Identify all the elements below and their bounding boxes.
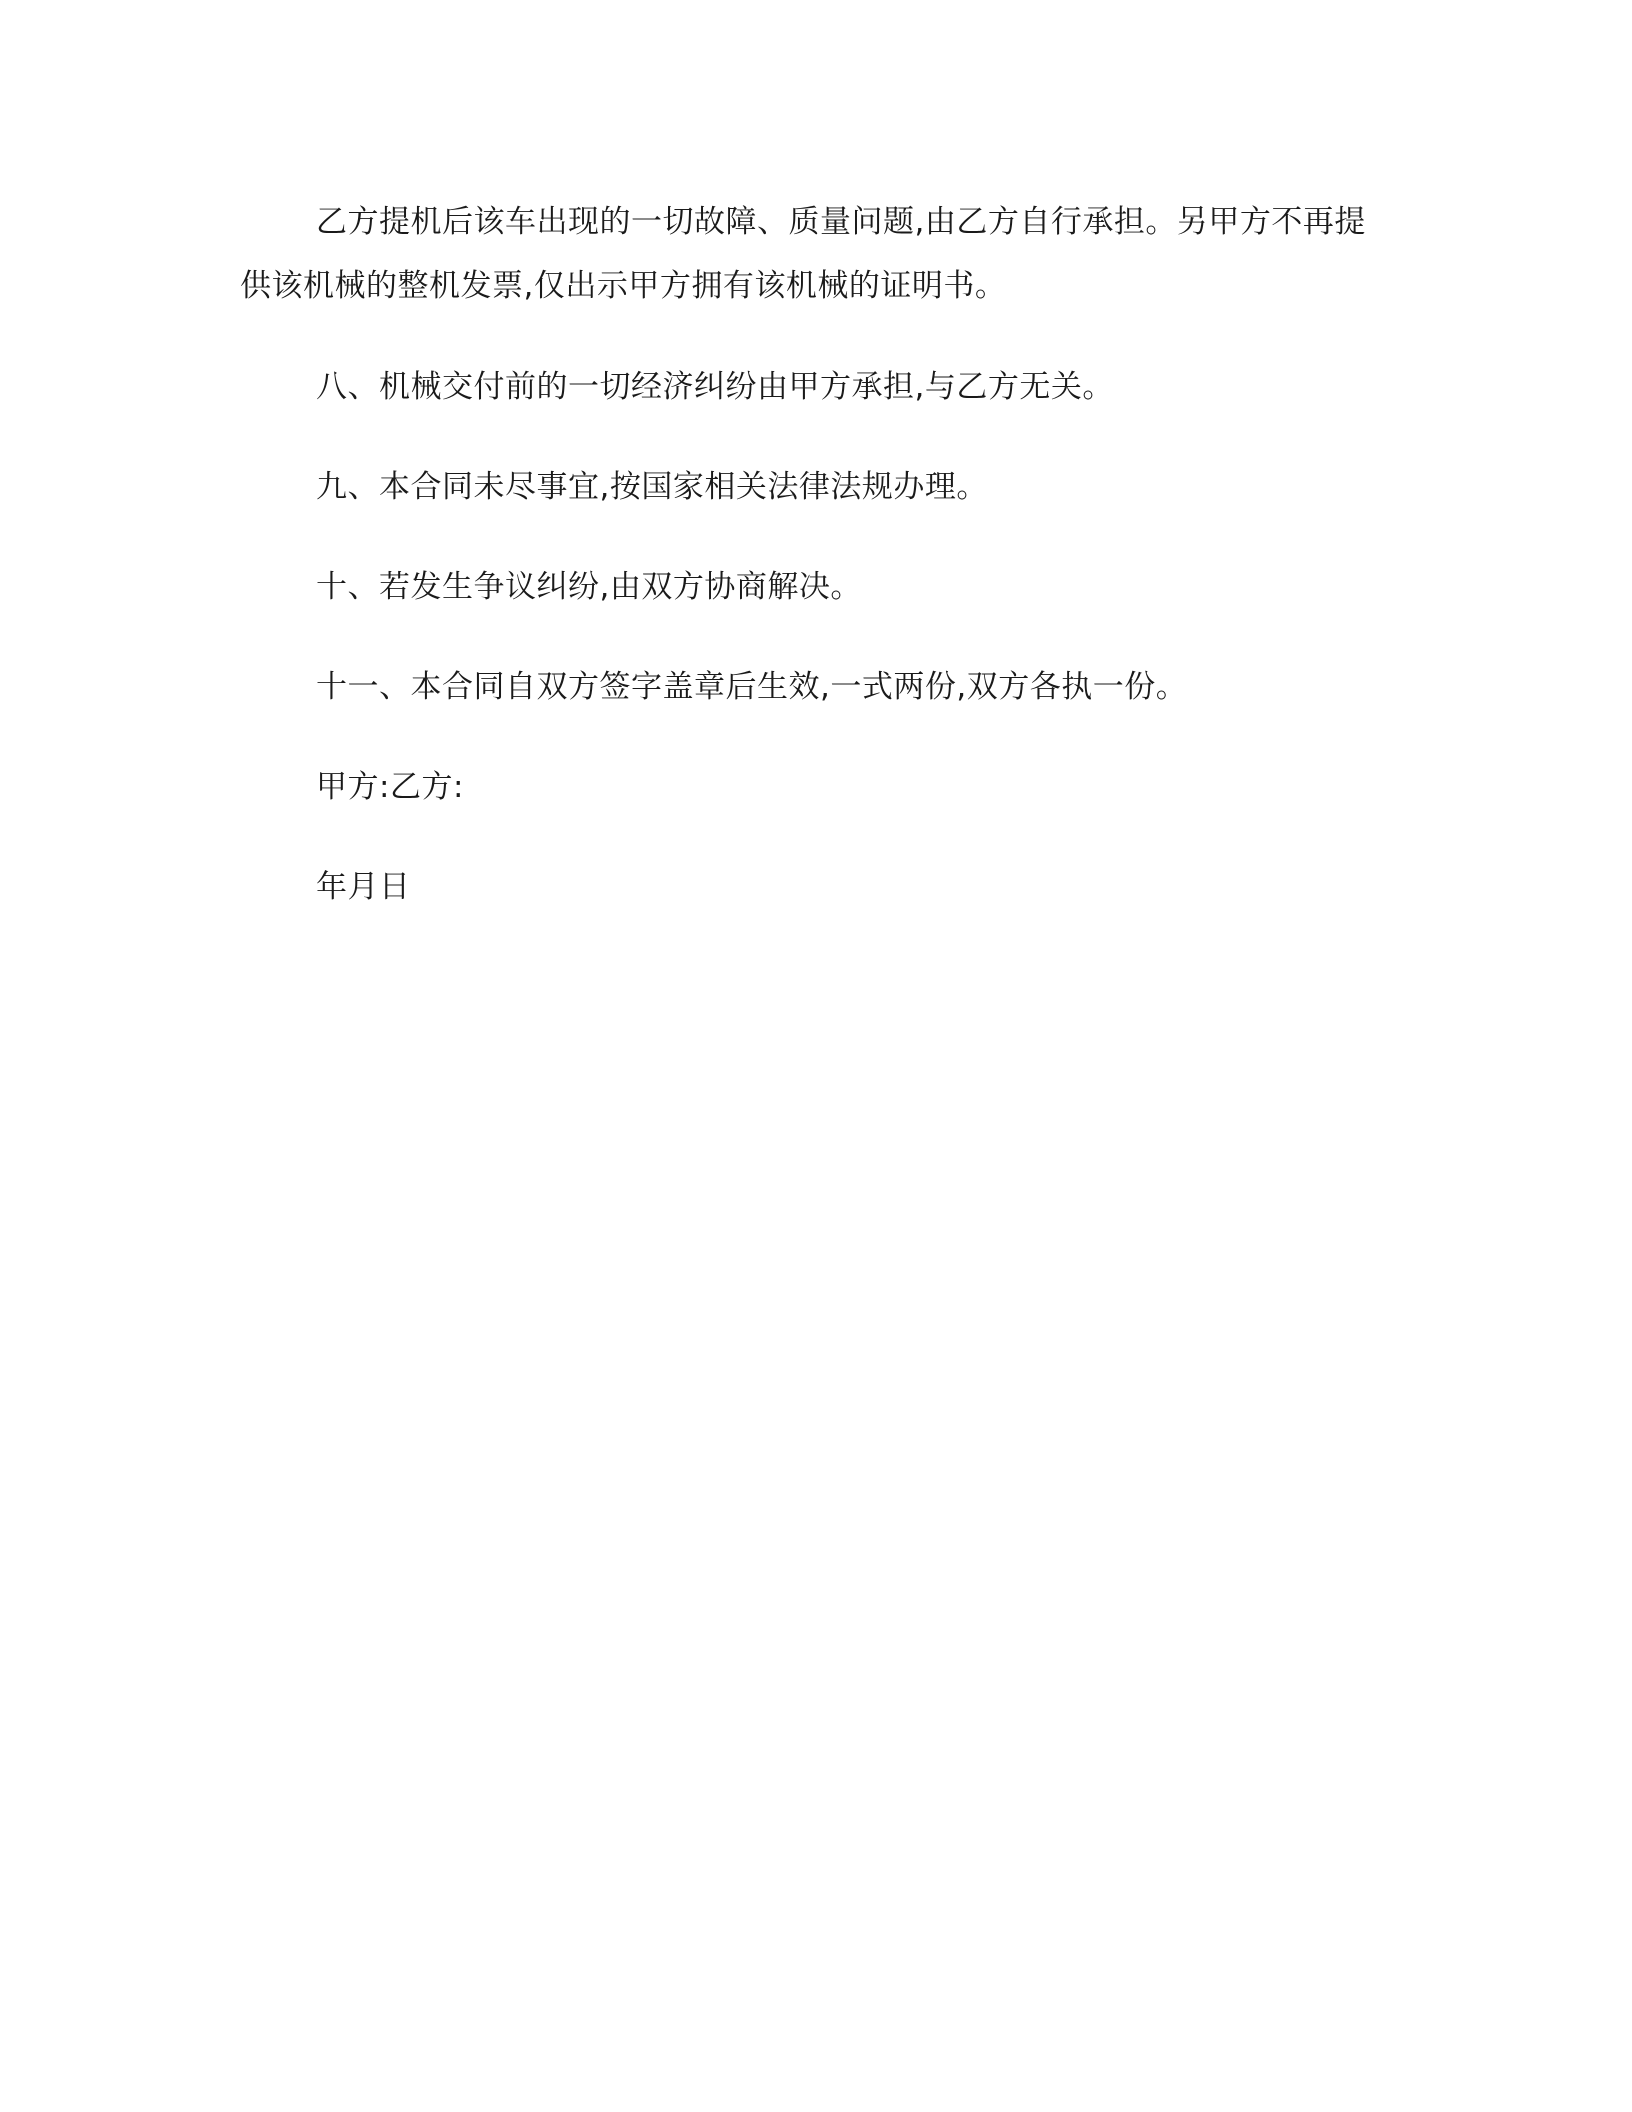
document-body bbox=[240, 190, 1390, 918]
paragraph-clause-11: 十一、本合同自双方签字盖章后生效,一式两份,双方各执一份。 bbox=[316, 669, 1188, 705]
paragraph-liability-clause: 乙方提机后该车出现的一切故障、质量问题,由乙方自行承担。另甲方不再提供该机械的整机发票,仅出示甲方拥有该机械的证明书。 bbox=[240, 204, 1366, 304]
paragraph-clause-10: 十、若发生争议纠纷,由双方协商解决。 bbox=[316, 569, 862, 605]
paragraph-clause-9: 九、本合同未尽事宜,按国家相关法律法规办理。 bbox=[316, 469, 988, 505]
date-line: 年月日 bbox=[316, 869, 411, 905]
paragraph-clause-8: 八、机械交付前的一切经济纠纷由甲方承担,与乙方无关。 bbox=[316, 369, 1114, 405]
signature-parties-line: 甲方:乙方: bbox=[316, 769, 464, 805]
